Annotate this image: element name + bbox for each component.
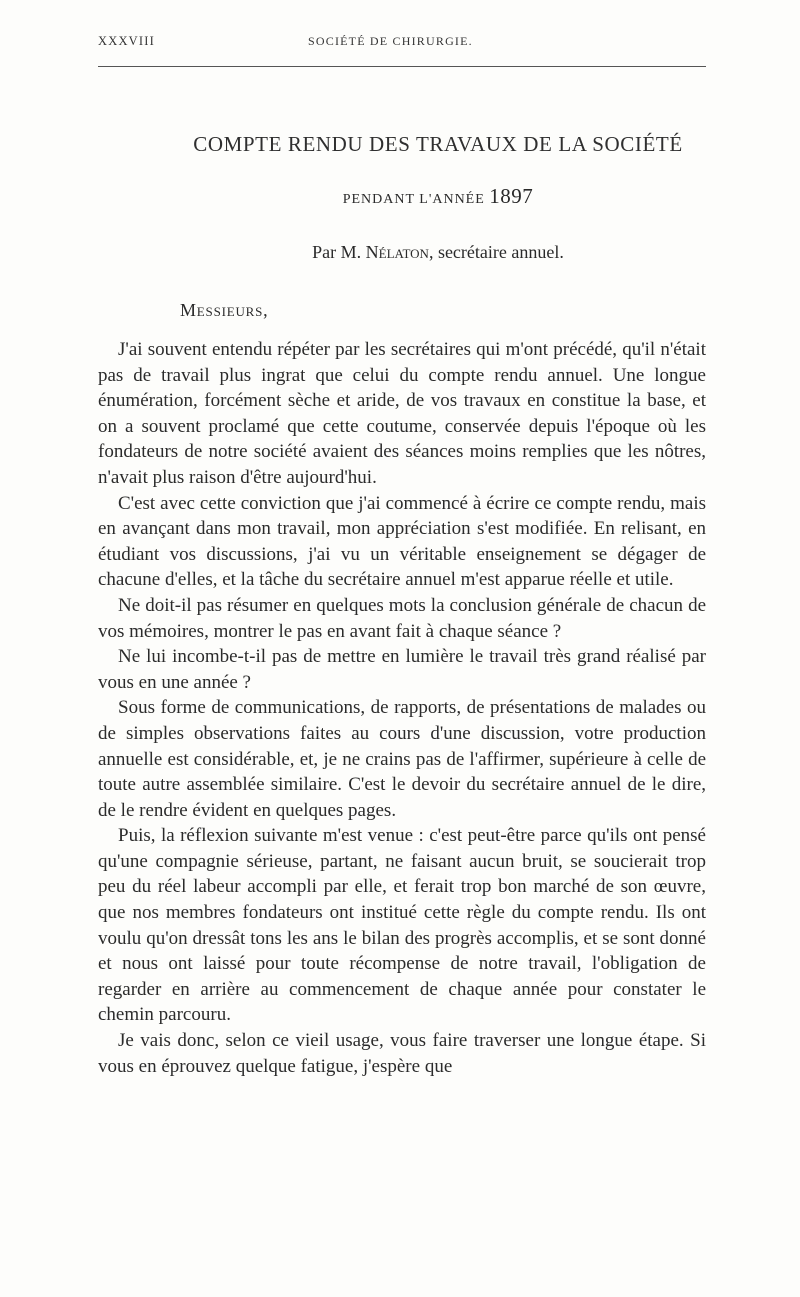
paragraph: Sous forme de communications, de rapports, de présentations de malades ou de simples observations faites au cours d'une discussion, votre production annuelle est considérable, et, je ne crains pas de l'affirmer, supérieure à celle de toute autre assemblée similaire. C'est le devoir du secrétaire annuel de le dire, de le rendre évident en quelques pages.: [98, 697, 706, 821]
paragraph: Ne doit-il pas résumer en quelques mots la conclusion générale de chacun de vos mémoires, montrer le pas en avant fait à chaque séance ?: [98, 594, 706, 642]
body-text: [98, 337, 706, 1079]
journal-title: SOCIÉTÉ DE CHIRURGIE.: [308, 34, 473, 48]
paragraph: Ne lui incombe-t-il pas de mettre en lumière le travail très grand réalisé par vous en une année ?: [98, 646, 706, 693]
header-rule: [98, 66, 706, 67]
subtitle-text: PENDANT L'ANNÉE: [342, 192, 485, 207]
paragraph: C'est avec cette conviction que j'ai commencé à écrire ce compte rendu, mais en avançant dans mon travail, mon appréciation s'est modifiée. En relisant, en étudiant vos discussions, j'ai vu un véritable enseignement se dégager de chacune d'elles, et la tâche du secrétaire annuel m'est apparue réelle et utile.: [98, 492, 706, 591]
salutation: Messieurs,: [180, 300, 269, 320]
page-folio: XXXVIII: [98, 34, 155, 48]
byline: [98, 242, 778, 263]
paragraph: J'ai souvent entendu répéter par les secrétaires qui m'ont précédé, qu'il n'était pas de travail plus ingrat que celui du compte rendu annuel. Une longue énumération, forcément sèche et aride, de vos travaux en constitue la base, et on a souvent proclamé que cette coutume, conservée depuis l'époque où les fondateurs de notre société avaient des séances moins remplies que les nôtres, n'avait plus raison d'être aujourd'hui.: [98, 339, 706, 488]
subtitle-year: 1897: [489, 184, 534, 208]
byline-prefix: Par M.: [312, 242, 362, 262]
report-subtitle: [98, 184, 778, 209]
report-title: COMPTE RENDU DES TRAVAUX DE LA SOCIÉTÉ: [193, 132, 683, 156]
byline-suffix: , secrétaire annuel.: [428, 242, 564, 262]
paragraph: Je vais donc, selon ce vieil usage, vous faire traverser une longue étape. Si vous en éprouvez quelque fatigue, j'espère que: [98, 1030, 706, 1077]
byline-author: Nélaton: [365, 242, 429, 262]
running-head: [98, 34, 706, 54]
paragraph: Puis, la réflexion suivante m'est venue : c'est peut-être parce qu'ils ont pensé qu'une compagnie sérieuse, partant, ne faisant aucun bruit, se soucierait trop peu du réel labeur accompli par elle, et ferait trop bon marché de son œuvre, que nos membres fondateurs ont institué cette règle du compte rendu. Ils ont voulu qu'on dressât tons les ans le bilan des progrès accomplis, et se sont donné et nous ont laissé pour toute récompense de notre travail, l'obligation de regarder en arrière au commencement de chaque année pour constater le chemin parcouru.: [98, 825, 706, 1026]
